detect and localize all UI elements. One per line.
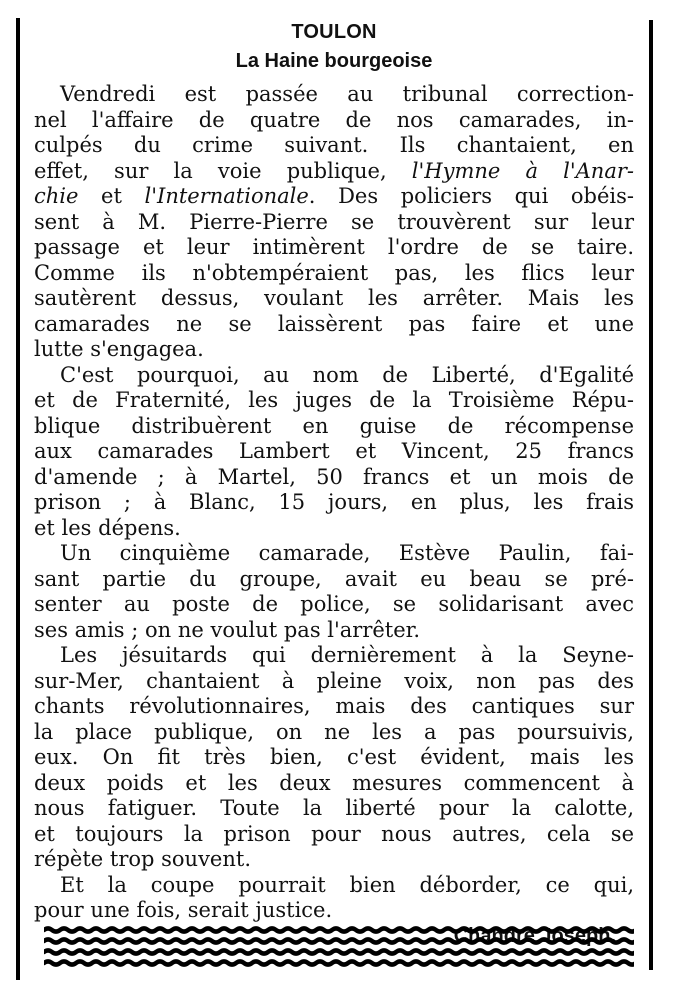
- text-segment: et: [78, 184, 145, 208]
- article-column: [34, 18, 634, 949]
- text-segment: senter au poste de police, se solidarisant avec: [34, 592, 634, 616]
- text-line: [34, 847, 634, 873]
- text-segment: sur-Mer, chantaient à pleine voix, non pas des: [34, 668, 634, 693]
- text-segment: sautèrent dessus, voulant les arrêter. Mais les: [34, 286, 634, 310]
- text-line: [34, 643, 634, 669]
- article-subheading: La Haine bourgeoise: [235, 50, 433, 72]
- text-segment: effet, sur la voie publique,: [34, 158, 412, 183]
- text-line: [34, 720, 634, 746]
- text-segment: nel l'affaire de quatre de nos camarades, in-: [34, 107, 634, 132]
- text-segment: d'amende ; à Martel, 50 francs et un mois de: [34, 464, 634, 489]
- text-segment: et toujours la prison pour nous autres, cela se: [34, 821, 634, 846]
- text-line: [34, 465, 634, 491]
- text-line: [34, 337, 634, 363]
- text-segment: aux camarades Lambert et Vincent, 25 francs: [34, 439, 634, 463]
- text-line: [34, 567, 634, 593]
- text-line: [34, 286, 634, 312]
- text-segment: répète trop souvent.: [34, 847, 251, 871]
- text-line: [34, 490, 634, 516]
- text-segment: camarades ne se laissèrent pas faire et une: [34, 311, 634, 336]
- text-line: [34, 541, 634, 567]
- article-heading: TOULON: [291, 21, 377, 43]
- text-segment: sent à M. Pierre-Pierre se trouvèrent sur leur: [34, 209, 634, 234]
- text-segment: ses amis ; on ne voulut pas l'arrêter.: [34, 617, 421, 642]
- text-line: [34, 745, 634, 771]
- right-column-rule: [649, 20, 653, 970]
- text-line: [34, 363, 634, 389]
- text-line: [34, 516, 634, 542]
- text-segment: . Des policiers qui obéis-: [308, 184, 635, 208]
- text-line: [34, 184, 634, 210]
- text-segment: Les jésuitards qui dernièrement à la Seyne-: [60, 643, 634, 667]
- wave-line: [44, 928, 634, 931]
- text-line: [34, 796, 634, 822]
- text-segment: nous fatiguer. Toute la liberté pour la calotte,: [34, 796, 634, 820]
- text-line: [34, 592, 634, 618]
- text-segment: C'est pourquoi, au nom de Liberté, d'Egalité: [60, 362, 634, 387]
- wave-line: [44, 961, 634, 964]
- text-line: [34, 771, 634, 797]
- text-segment: Et la coupe pourrait bien déborder, ce qui,: [60, 872, 634, 897]
- text-line: [34, 312, 634, 338]
- article-body: [34, 82, 634, 924]
- text-line: [34, 261, 634, 287]
- text-line: [34, 235, 634, 261]
- text-line: [34, 210, 634, 236]
- text-segment: Un cinquième camarade, Estève Paulin, fai-: [60, 541, 634, 565]
- text-segment: culpés du crime suivant. Ils chantaient, en: [34, 133, 634, 157]
- text-line: [34, 822, 634, 848]
- italic-text-segment: l'Hymne à l'Anar-: [411, 158, 634, 183]
- wavy-rule-ornament: [44, 922, 634, 976]
- wave-line: [44, 950, 634, 953]
- text-line: [34, 82, 634, 108]
- wave-line: [44, 939, 634, 942]
- text-line: [34, 873, 634, 899]
- italic-text-segment: l'Internationale: [144, 184, 309, 208]
- text-segment: sant partie du groupe, avait eu beau se pré-: [34, 566, 634, 591]
- article-signature: Chandre Joseph.: [453, 924, 616, 947]
- text-segment: chants révolutionnaires, mais des cantiques sur: [34, 694, 634, 718]
- text-segment: eux. On fit très bien, c'est évident, mais les: [34, 745, 634, 769]
- text-segment: et de Fraternité, les juges de la Troisième Répu-: [34, 388, 634, 412]
- text-line: [34, 669, 634, 695]
- text-segment: blique distribuèrent en guise de récompense: [34, 413, 634, 438]
- text-segment: deux poids et les deux mesures commencent à: [34, 770, 634, 795]
- text-line: [34, 159, 634, 185]
- text-segment: pour une fois, serait justice.: [34, 898, 333, 922]
- text-segment: passage et leur intimèrent l'ordre de se taire.: [34, 235, 634, 259]
- text-line: [34, 439, 634, 465]
- text-line: [34, 694, 634, 720]
- text-line: [34, 898, 634, 924]
- text-line: [34, 414, 634, 440]
- text-segment: la place publique, on ne les a pas poursuivis,: [34, 719, 634, 744]
- text-line: [34, 618, 634, 644]
- left-column-rule: [16, 18, 20, 980]
- text-segment: et les dépens.: [34, 515, 181, 540]
- italic-text-segment: chie: [34, 184, 79, 208]
- text-segment: lutte s'engagea.: [34, 337, 204, 361]
- text-line: [34, 108, 634, 134]
- text-line: [34, 133, 634, 159]
- text-segment: Vendredi est passée au tribunal correction-: [60, 82, 634, 106]
- text-line: [34, 388, 634, 414]
- text-segment: Comme ils n'obtempéraient pas, les flics leur: [34, 260, 634, 285]
- text-segment: prison ; à Blanc, 15 jours, en plus, les frais: [34, 490, 634, 514]
